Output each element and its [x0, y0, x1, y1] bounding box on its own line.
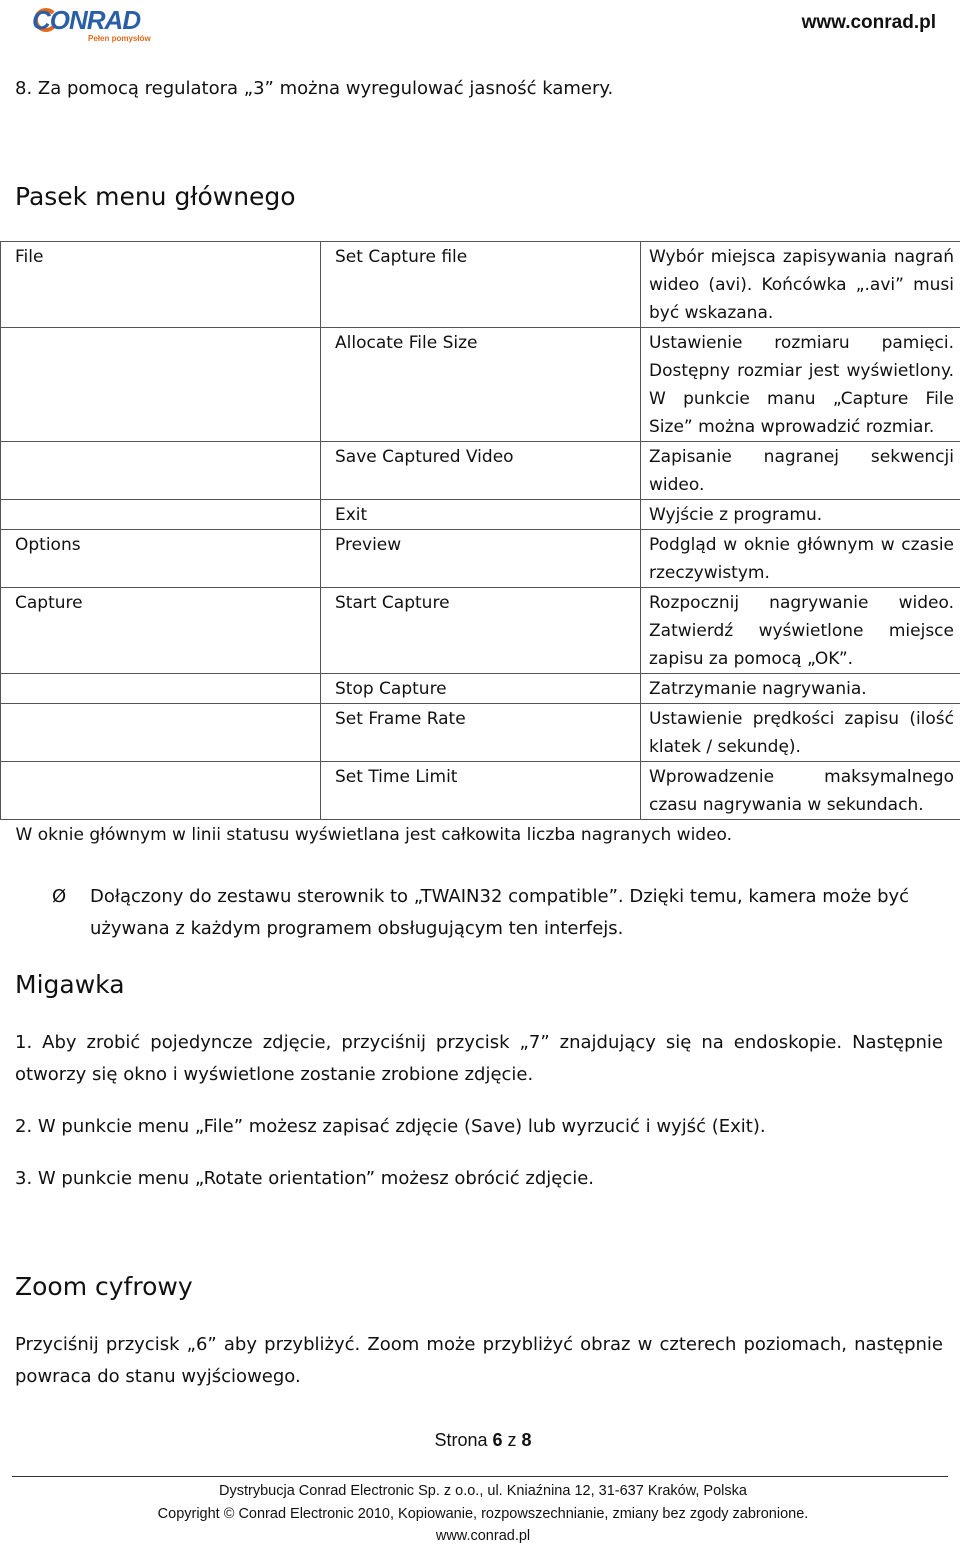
- status-note: W oknie głównym w linii statusu wyświetlana jest całkowita liczba nagranych wideo.: [15, 825, 733, 845]
- migawka-heading: Migawka: [15, 970, 125, 999]
- table-row: [1, 762, 960, 820]
- zoom-heading: Zoom cyfrowy: [15, 1272, 193, 1301]
- status-note-row: [1, 820, 960, 850]
- table-row: [1, 674, 960, 704]
- migawka-step-1: 1. Aby zrobić pojedyncze zdjęcie, przyciśnij przycisk „7” znajdujący się na endoskopie. Następnie otworzy się okno i wyświetlone zostanie zrobione zdjęcie.: [15, 1032, 943, 1085]
- table-row: [1, 242, 960, 328]
- menu-cell: [1, 328, 321, 442]
- page-header: [0, 0, 960, 60]
- command-cell: Save Captured Video: [321, 442, 641, 500]
- table-row: [1, 328, 960, 442]
- page-number: [0, 1430, 960, 1451]
- description-cell: Ustawienie rozmiaru pamięci. Dostępny rozmiar jest wyświetlony. W punkcie manu „Capture File Size” można wprowadzić rozmiar.: [641, 328, 960, 442]
- page-sep: z: [507, 1430, 517, 1450]
- table-row: [1, 500, 960, 530]
- header-site-url[interactable]: www.conrad.pl: [801, 12, 936, 33]
- description-cell: Podgląd w oknie głównym w czasie rzeczywistym.: [641, 530, 960, 588]
- bullet-arrow-icon: Ø: [52, 886, 67, 907]
- menu-cell: [1, 500, 321, 530]
- logo-tagline: Pełen pomysłów: [88, 34, 151, 43]
- command-cell: Preview: [321, 530, 641, 588]
- command-cell: Start Capture: [321, 588, 641, 674]
- zoom-text: Przyciśnij przycisk „6” aby przybliżyć. Zoom może przybliżyć obraz w czterech poziomach, następnie powraca do stanu wyjściowego.: [15, 1334, 943, 1387]
- logo-wordmark: CONRAD: [32, 5, 141, 35]
- command-cell: Allocate File Size: [321, 328, 641, 442]
- menu-cell: [1, 762, 321, 820]
- description-cell: Wyjście z programu.: [641, 500, 960, 530]
- intro-line: 8. Za pomocą regulatora „3” można wyregulować jasność kamery.: [15, 78, 614, 99]
- page-total: 8: [521, 1430, 532, 1450]
- page-prefix: Strona: [434, 1430, 488, 1450]
- footer-url[interactable]: www.conrad.pl: [435, 1528, 531, 1544]
- conrad-logo: [32, 6, 154, 42]
- footer-distributor: Dystrybucja Conrad Electronic Sp. z o.o., ul. Kniaźnina 12, 31-637 Kraków, Polska: [219, 1483, 747, 1499]
- command-cell: Set Frame Rate: [321, 704, 641, 762]
- command-cell: Set Capture file: [321, 242, 641, 328]
- footer-divider: [12, 1476, 948, 1477]
- description-cell: Zapisanie nagranej sekwencji wideo.: [641, 442, 960, 500]
- migawka-step-3: 3. W punkcie menu „Rotate orientation” możesz obrócić zdjęcie.: [15, 1168, 595, 1189]
- menu-cell: [1, 442, 321, 500]
- table-row: [1, 704, 960, 762]
- menu-cell: File: [1, 242, 321, 328]
- menu-cell: Options: [1, 530, 321, 588]
- description-cell: Zatrzymanie nagrywania.: [641, 674, 960, 704]
- table-row: [1, 530, 960, 588]
- command-cell: Stop Capture: [321, 674, 641, 704]
- menu-table: [0, 241, 960, 849]
- command-cell: Set Time Limit: [321, 762, 641, 820]
- footer-copyright: Copyright © Conrad Electronic 2010, Kopiowanie, rozpowszechnianie, zmiany bez zgody zabronione.: [157, 1506, 809, 1522]
- description-cell: Rozpocznij nagrywanie wideo. Zatwierdź wyświetlone miejsce zapisu za pomocą „OK”.: [641, 588, 960, 674]
- description-cell: Ustawienie prędkości zapisu (ilość klatek / sekundę).: [641, 704, 960, 762]
- migawka-step-2: 2. W punkcie menu „File” możesz zapisać zdjęcie (Save) lub wyrzucić i wyjść (Exit).: [15, 1116, 766, 1137]
- description-cell: Wybór miejsca zapisywania nagrań wideo (avi). Końcówka „.avi” musi być wskazana.: [641, 242, 960, 328]
- page-current: 6: [492, 1430, 503, 1450]
- table-row: [1, 588, 960, 674]
- command-cell: Exit: [321, 500, 641, 530]
- description-cell: Wprowadzenie maksymalnego czasu nagrywania w sekundach.: [641, 762, 960, 820]
- menu-cell: [1, 704, 321, 762]
- menu-cell: [1, 674, 321, 704]
- table-row: [1, 442, 960, 500]
- menu-section-heading: Pasek menu głównego: [15, 182, 296, 211]
- bullet-text: Dołączony do zestawu sterownik to „TWAIN32 compatible”. Dzięki temu, kamera może być używana z każdym programem obsługującym ten interfejs.: [90, 886, 910, 939]
- menu-cell: Capture: [1, 588, 321, 674]
